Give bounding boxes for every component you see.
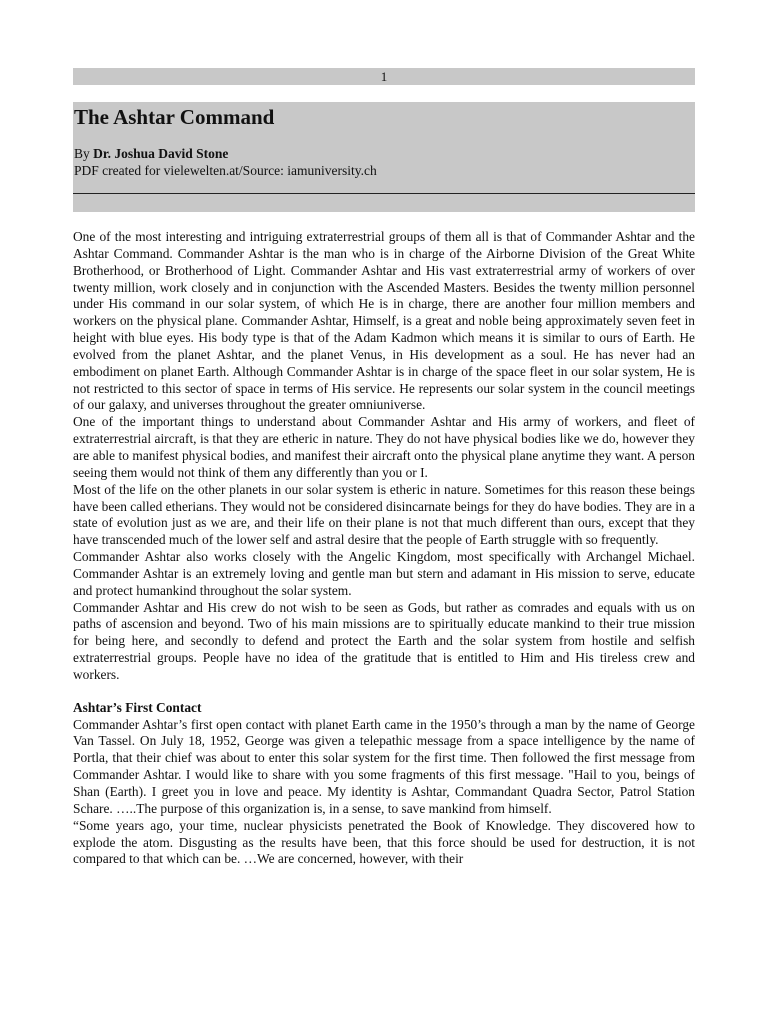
paragraph: One of the important things to understand about Commander Ashtar and His army of workers, and fleet of extraterrestrial aircraft, is that they are etheric in nature. They do not have physical bodies like we do, however they are able to manifest physical bodies, and manifest their aircraft onto the physical plane anytime they want. A person seeing them would not think of them any differently than you or I. [73, 414, 695, 480]
paragraph: Commander Ashtar also works closely with the Angelic Kingdom, most specifically with Archangel Michael. Commander Ashtar is an extremely loving and gentle man but stern and adamant in His mission to serve, educate and protect humankind throughout the solar system. [73, 549, 695, 598]
paragraph: “Some years ago, your time, nuclear physicists penetrated the Book of Knowledge. They discovered how to explode the atom. Disgusting as the results have been, that this force should be used for destruction, it is not compared to that which can be. …We are concerned, however, with their [73, 817, 695, 867]
author-name: Dr. Joshua David Stone [93, 146, 229, 161]
document-body [73, 229, 695, 868]
document-header [73, 102, 695, 212]
paragraph: Commander Ashtar and His crew do not wish to be seen as Gods, but rather as comrades and equals with us on paths of ascension and beyond. Two of his main missions are to spiritually educate mankind to their true mission for being here, and secondly to defend and protect the Earth and the solar system from hostile and selfish extraterrestrial groups. People have no idea of the gratitude that is entitled to Him and His tireless crew and workers. [73, 599, 695, 682]
section-heading: Ashtar’s First Contact [73, 699, 202, 715]
header-divider [73, 193, 695, 194]
author-byline [74, 146, 228, 162]
page-number: 1 [380, 69, 388, 84]
paragraph: Most of the life on the other planets in our solar system is etheric in nature. Sometimes for this reason these beings have been called etherians. They would not be considered disincarnate beings for they do have bodies. They are in a state of evolution just as we are, and their life on their plane is not that much different than ours, except that they have transcended much of the lower self and astral desire that the people of Earth struggle with so frequently. [73, 481, 695, 548]
paragraph: Commander Ashtar’s first open contact with planet Earth came in the 1950’s through a man by the name of George Van Tassel. On July 18, 1952, George was given a telepathic message from a space intelligence by the name of Portla, that their chief was about to enter this solar system for the first time. Then followed the first message from Commander Ashtar. I would like to share with you some fragments of this first message. "Hail to you, beings of Shan (Earth). I greet you in love and peace. My identity is Ashtar, Commandant Quadra Sector, Patrol Station Schare. …..The purpose of this organization is, in a sense, to save mankind from himself. [73, 716, 695, 816]
pdf-source-note: PDF created for vielewelten.at/Source: iamuniversity.ch [74, 163, 377, 178]
byline-prefix: By [74, 146, 94, 161]
paragraph: One of the most interesting and intriguing extraterrestrial groups of them all is that of Commander Ashtar and the Ashtar Command. Commander Ashtar is the man who is in charge of the Airborne Division of the Great White Brotherhood, or Brotherhood of Light. Commander Ashtar and His vast extraterrestrial army of workers of over twenty million, work closely and in conjunction with the Ascended Masters. Besides the twenty million personnel under His command in our solar system, of which He is in charge, there are another four million members and workers on the physical plane. Commander Ashtar, Himself, is a great and noble being approximately seven feet in height with blue eyes. His body type is that of the Adam Kadmon which means it is similar to ours of Earth. He evolved from the planet Ashtar, and the planet Venus, in His development as a soul. He has never had an embodiment on planet Earth. Although Commander Ashtar is in charge of the space fleet in our solar system, He is not restricted to this sector of space in terms of His service. He represents our solar system in the council meetings of our galaxy, and universes throughout the greater omniuniverse. [73, 229, 695, 413]
page-number-bar [73, 68, 695, 85]
document-title: The Ashtar Command [74, 105, 275, 129]
